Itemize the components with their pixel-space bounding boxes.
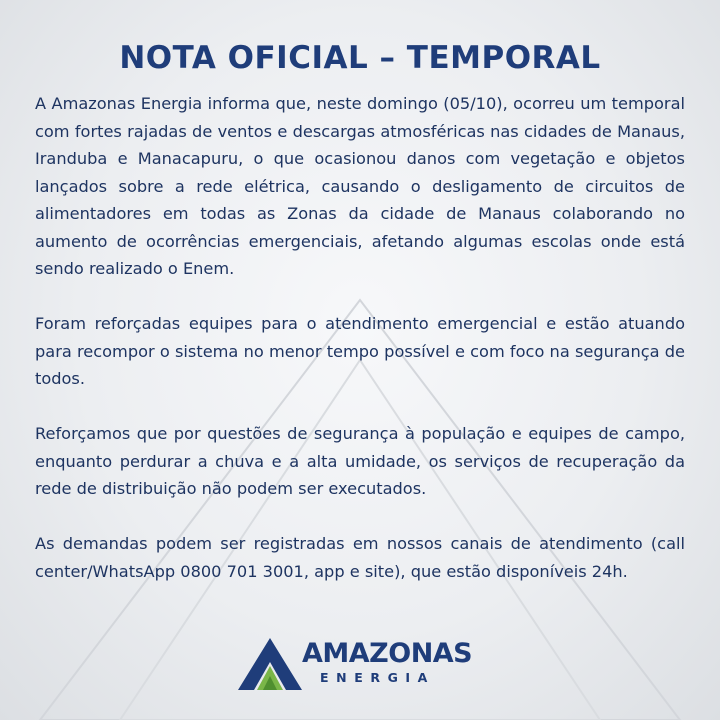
- page-title: NOTA OFICIAL – TEMPORAL: [119, 40, 601, 76]
- logo-wordmark: AMAZONAS: [302, 638, 473, 669]
- announcement-body: [35, 90, 685, 585]
- paragraph-3: Reforçamos que por questões de segurança à população e equipes de campo, enquanto perdurar a chuva e a alta umidade, os serviços de recuperação da rede de distribuição não podem ser executados.: [35, 424, 685, 498]
- logo-subtitle: ENERGIA: [320, 670, 435, 685]
- paragraph-4: As demandas podem ser registradas em nossos canais de atendimento (call center/WhatsApp 0800 701 3001, app e site), que estão disponíveis 24h.: [35, 534, 685, 581]
- amazonas-energia-logo: [236, 636, 486, 696]
- paragraph-1: A Amazonas Energia informa que, neste domingo (05/10), ocorreu um temporal com fortes rajadas de ventos e descargas atmosféricas nas cidades de Manaus, Iranduba e Manacapuru, o que ocasionou danos com vegetação e objetos lançados sobre a rede elétrica, causando o desligamento de circuitos de alimentadores em todas as Zonas da cidade de Manaus colaborando no aumento de ocorrências emergenciais, afetando algumas escolas onde está sendo realizado o Enem.: [35, 94, 685, 278]
- amazonas-energia-logo-icon: [236, 636, 304, 692]
- paragraph-2: Foram reforçadas equipes para o atendimento emergencial e estão atuando para recompor o sistema no menor tempo possível e com foco na segurança de todos.: [35, 314, 685, 388]
